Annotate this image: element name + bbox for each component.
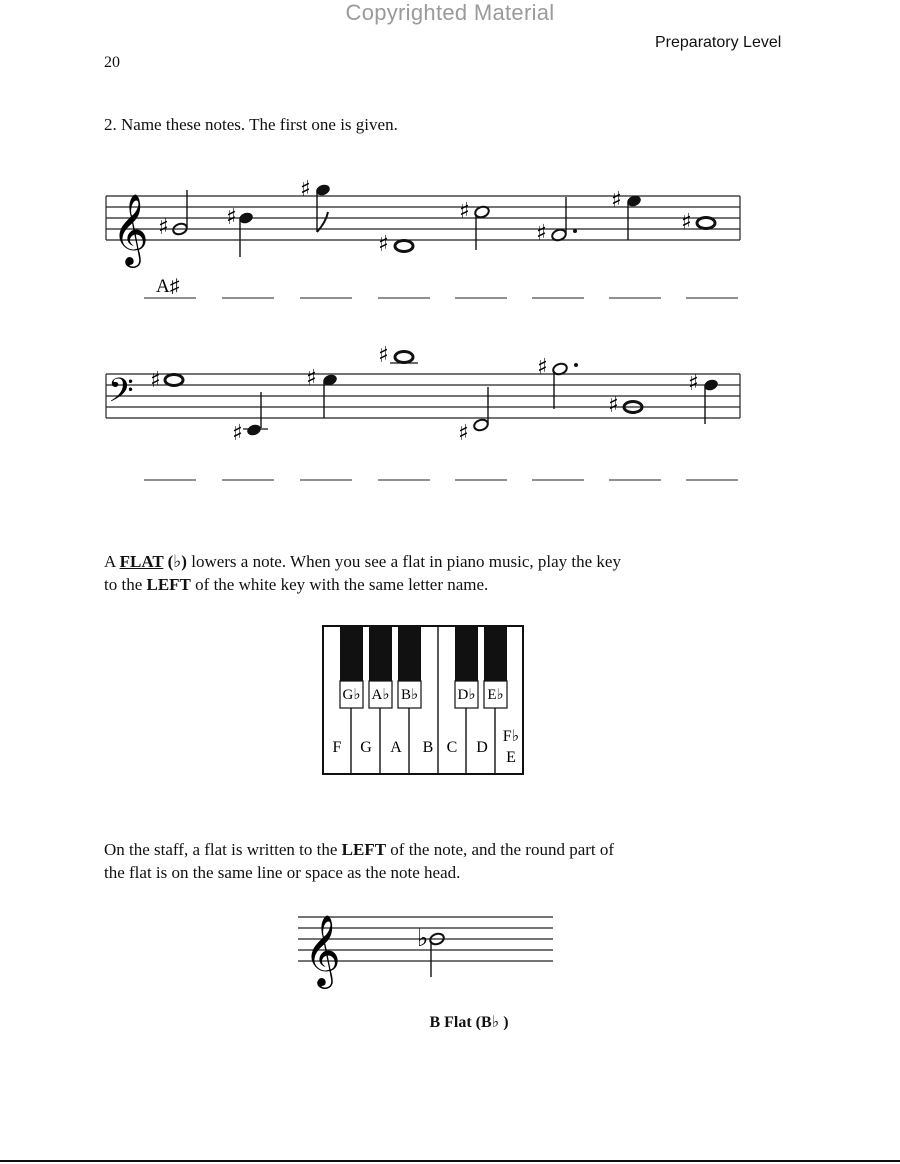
white-key-label: B [422, 739, 434, 756]
flat-word: FLAT [119, 552, 164, 571]
svg-text:♯: ♯ [232, 421, 243, 446]
svg-text:♯: ♯ [608, 393, 619, 418]
svg-text:♯: ♯ [459, 199, 470, 224]
white-key-label: E [506, 749, 516, 766]
svg-text:♯: ♯ [306, 366, 317, 391]
svg-text:♯: ♯ [611, 188, 622, 213]
svg-text:♯: ♯ [300, 177, 311, 202]
svg-text:♯: ♯ [158, 215, 169, 240]
svg-text:♯: ♯ [536, 221, 547, 246]
flat-sign-icon: ♭ [417, 924, 429, 952]
page-number: 20 [104, 54, 120, 71]
bass-clef-icon: 𝄢 [108, 372, 134, 418]
black-key-label: G♭ [342, 687, 361, 703]
white-key-label: D [476, 739, 488, 756]
svg-text:♯: ♯ [378, 343, 389, 368]
copyright-watermark: Copyrighted Material [345, 0, 555, 25]
white-key-flat-label: F♭ [502, 728, 520, 745]
given-answer: A♯ [156, 276, 180, 297]
white-key-label: G [360, 739, 372, 756]
white-key-label: C [446, 739, 458, 756]
treble-clef-icon: 𝄞 [304, 913, 341, 986]
svg-text:♯: ♯ [378, 232, 389, 257]
black-key-label: D♭ [457, 687, 476, 703]
svg-text:♯: ♯ [458, 421, 469, 446]
svg-text:♯: ♯ [688, 371, 699, 396]
svg-text:♯: ♯ [681, 210, 692, 235]
treble-clef-icon: 𝄞 [112, 192, 149, 265]
svg-text:♯: ♯ [150, 368, 161, 393]
white-key-label: F [332, 739, 342, 756]
svg-text:♯: ♯ [537, 355, 548, 380]
exercise-instruction: 2. Name these notes. The first one is given. [104, 115, 398, 134]
flat-explanation: A FLAT (♭) lowers a note. When you see a flat in piano music, play the key to the LEFT of the white key with the same letter name. [104, 552, 621, 594]
white-key-label: A [390, 739, 402, 756]
black-key-label: B♭ [400, 687, 419, 703]
example-caption: B Flat (B♭ ) [429, 1014, 509, 1031]
svg-text:♯: ♯ [226, 205, 237, 230]
level-heading: Preparatory Level [655, 34, 782, 51]
staff-flat-explanation: On the staff, a flat is written to the LEFT of the note, and the round part of the flat is on the same line or space as the note head. [104, 840, 615, 882]
black-key-label: E♭ [487, 687, 504, 703]
left-word: LEFT [146, 575, 191, 594]
black-key-label: A♭ [371, 687, 390, 703]
page-bottom-border [0, 1160, 900, 1162]
